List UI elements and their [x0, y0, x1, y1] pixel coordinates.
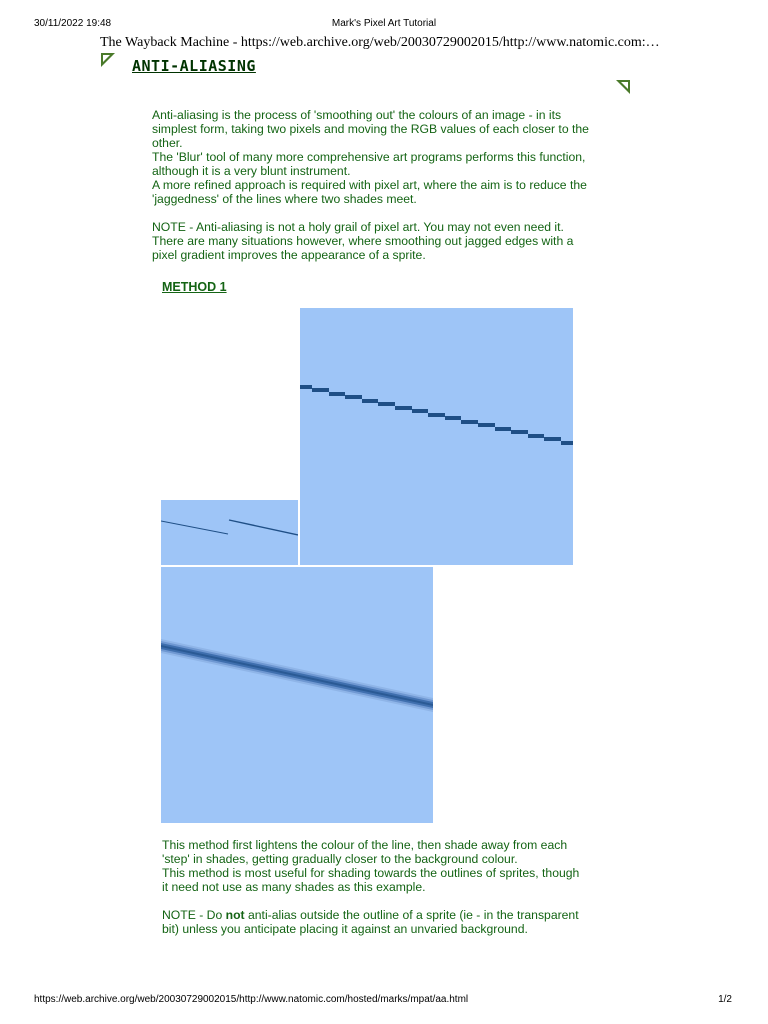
step — [378, 402, 395, 406]
text-line: 'step' in shades, getting gradually closer to the background colour. — [162, 852, 518, 866]
page-title: ANTI-ALIASING — [132, 57, 256, 75]
print-date: 30/11/2022 19:48 — [34, 18, 112, 29]
text-line: There are many situations however, where smoothing out jagged edges with a — [152, 234, 574, 248]
emphasis-not: not — [225, 908, 245, 922]
corner-tr-icon — [616, 80, 630, 94]
step — [312, 388, 329, 392]
small-line-svg — [161, 500, 298, 565]
step — [511, 430, 528, 434]
step — [495, 427, 511, 431]
method-heading: METHOD 1 — [162, 280, 227, 294]
wayback-banner[interactable]: The Wayback Machine - https://web.archive.org/web/20030729002015/http://www.natomic.com:… — [100, 35, 660, 50]
text-line: Anti-aliasing is the process of 'smoothing out' the colours of an image - in its — [152, 108, 562, 122]
closing-note — [162, 908, 612, 936]
aa-core — [161, 645, 433, 706]
text-line: although it is a very blunt instrument. — [152, 164, 351, 178]
text-line: simplest form, taking two pixels and moving the RGB values of each closer to the — [152, 122, 589, 136]
corner-tl-icon — [101, 53, 115, 67]
step — [428, 413, 445, 417]
step — [445, 416, 461, 420]
intro-note — [152, 220, 622, 262]
closing-paragraph — [162, 838, 612, 894]
step — [561, 441, 573, 445]
line-segment — [161, 521, 228, 534]
text-line: This method first lightens the colour of the line, then shade away from each — [162, 838, 568, 852]
step — [300, 385, 312, 389]
jagged-steps — [300, 385, 573, 445]
text-line: anti-alias outside the outline of a sprite (ie - in the transparent — [244, 908, 579, 922]
text-line: bit) unless you anticipate placing it against an unvaried background. — [162, 922, 528, 936]
intro-paragraph — [152, 108, 622, 206]
line-segment — [229, 520, 298, 535]
step — [461, 420, 478, 424]
print-title: Mark's Pixel Art Tutorial — [331, 18, 437, 29]
jagged-line-svg — [300, 308, 573, 565]
print-url: https://web.archive.org/web/20030729002015/http://www.natomic.com/hosted/marks/mpat/aa.html — [34, 994, 469, 1005]
step — [395, 406, 412, 410]
step — [362, 399, 378, 403]
zoomed-jagged-line-image — [300, 308, 573, 565]
intro-text — [152, 108, 622, 262]
anti-aliased-line-image — [161, 567, 433, 823]
text-line: A more refined approach is required with pixel art, where the aim is to reduce the — [152, 178, 587, 192]
page-number: 1/2 — [718, 994, 732, 1005]
closing-text — [162, 838, 612, 936]
step — [329, 392, 345, 396]
step — [478, 423, 495, 427]
text-line: 'jaggedness' of the lines where two shades meet. — [152, 192, 417, 206]
step — [345, 395, 362, 399]
actual-size-line-image — [161, 500, 298, 565]
step — [528, 434, 544, 438]
step — [544, 437, 561, 441]
text-line: NOTE - Do — [162, 908, 226, 922]
text-line: The 'Blur' tool of many more comprehensive art programs performs this function, — [152, 150, 586, 164]
text-line: other. — [152, 136, 183, 150]
text-line: it need not use as many shades as this example. — [162, 880, 426, 894]
text-line: pixel gradient improves the appearance of a sprite. — [152, 248, 426, 262]
text-line: This method is most useful for shading towards the outlines of sprites, though — [162, 866, 580, 880]
step — [412, 409, 428, 413]
aa-line-svg — [161, 567, 433, 823]
text-line: NOTE - Anti-aliasing is not a holy grail of pixel art. You may not even need it. — [152, 220, 564, 234]
